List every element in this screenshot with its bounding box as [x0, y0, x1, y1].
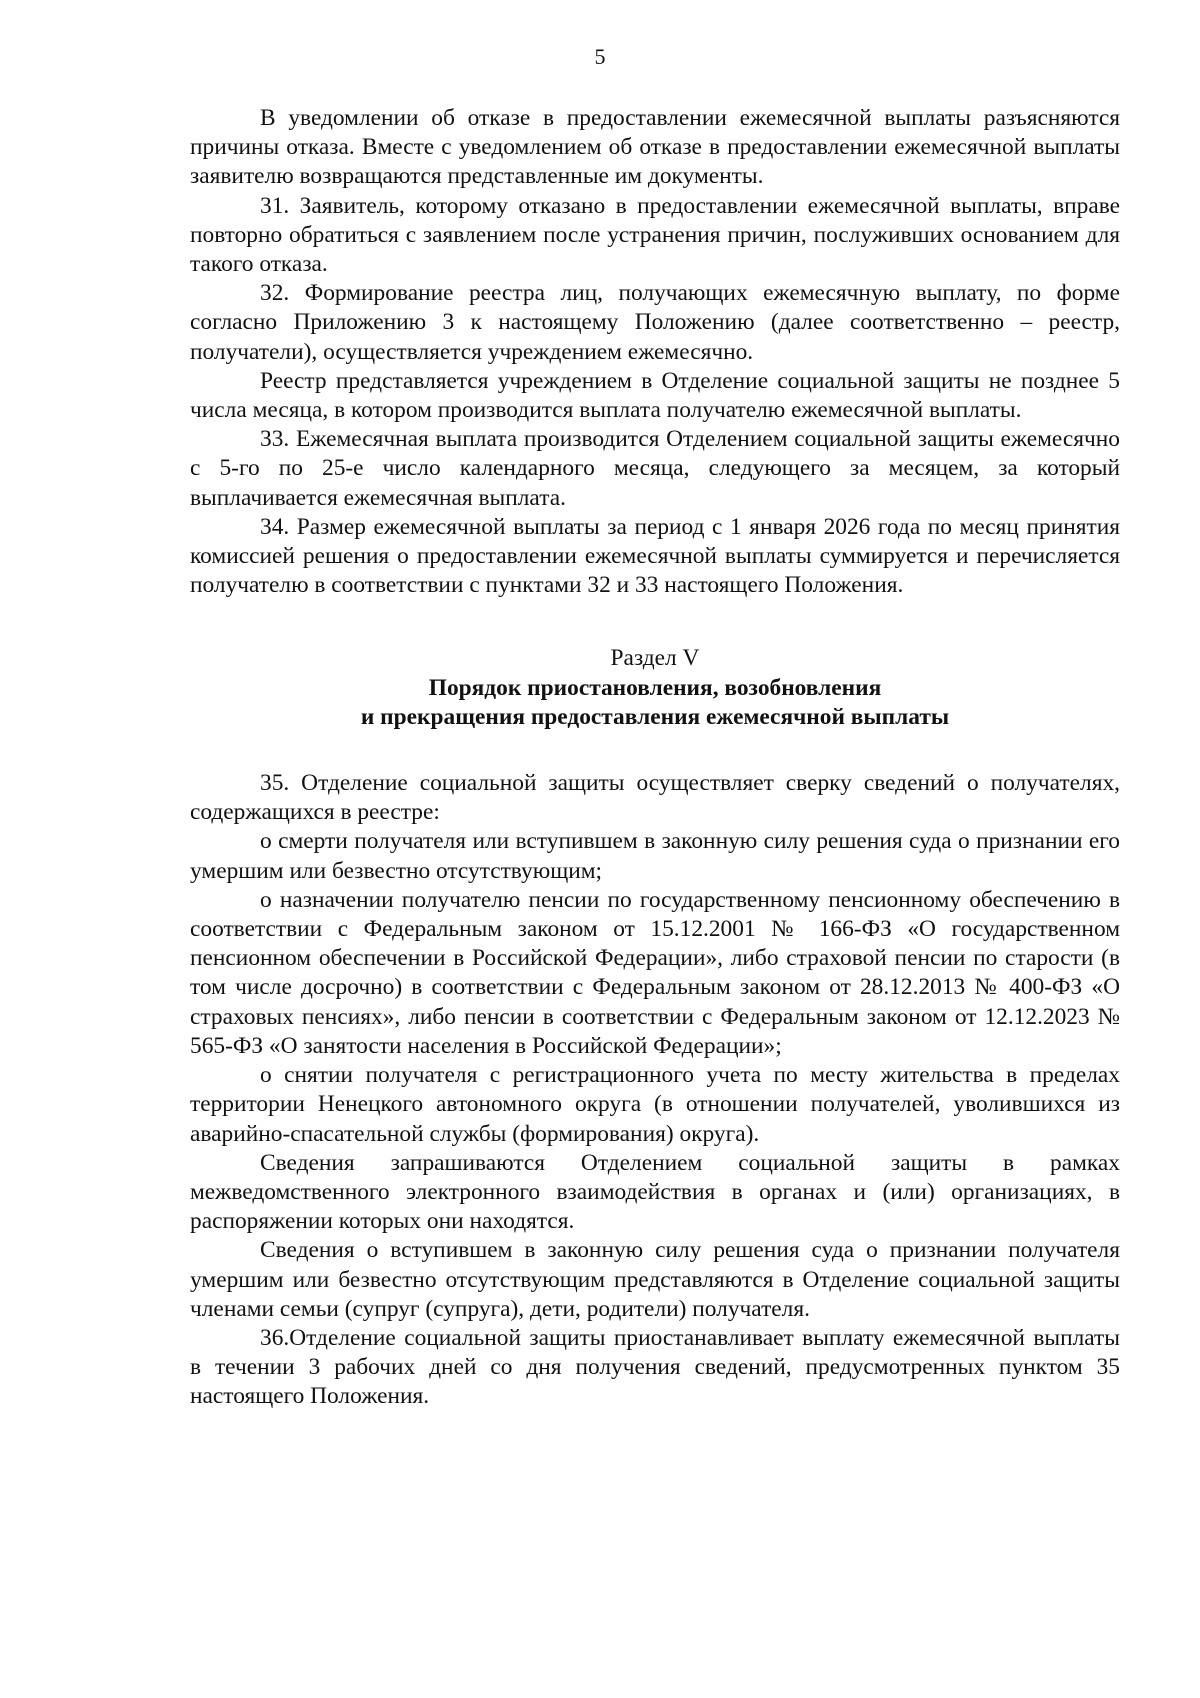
paragraph-31: 31. Заявитель, которому отказано в предоставлении ежемесячной выплаты, вправе повторно обратиться с заявлением после устранения причин, послуживших основанием для такого отказа.: [190, 192, 1120, 278]
paragraph-33: 33. Ежемесячная выплата производится Отделением социальной защиты ежемесячно с 5-го по 25-е число календарного месяца, следующего за месяцем, за который выплачивается ежемесячная выплата.: [190, 426, 1120, 511]
paragraph-court-decision: Сведения о вступившем в законную силу решения суда о признании получателя умершим или безвестно отсутствующим представляются в Отделение социальной защиты членами семьи (супруг (супруга), дети, родители) получателя.: [190, 1237, 1120, 1322]
paragraph-35: 35. Отделение социальной защиты осуществляет сверку сведений о получателях, содержащихся в реестре:: [190, 770, 1120, 826]
page-number: 5: [594, 44, 606, 69]
section-heading: [190, 644, 1120, 732]
document-body: [190, 104, 1120, 1412]
section-title-line-2: и прекращения предоставления ежемесячной выплаты: [360, 703, 950, 730]
section-label: Раздел V: [610, 645, 700, 672]
paragraph-registry-submission: Реестр представляется учреждением в Отделение социальной защиты не позднее 5 числа месяца, в котором производится выплата получателю ежемесячной выплаты.: [190, 367, 1120, 424]
paragraph-35-death: о смерти получателя или вступившем в законную силу решения суда о признании его умершим или безвестно отсутствующим;: [190, 828, 1120, 884]
paragraph-refusal-notice: В уведомлении об отказе в предоставлении ежемесячной выплаты разъясняются причины отказа. Вместе с уведомлением об отказе в предоставлении ежемесячной выплаты заявителю возвращаются представленные им документы.: [190, 105, 1120, 190]
section-title-line-1: Порядок приостановления, возобновления: [428, 674, 882, 701]
paragraph-35-deregistration: о снятии получателя с регистрационного учета по месту жительства в пределах территории Ненецкого автономного округа (в отношении получателей, уволившихся из аварийно-спасательной службы (формирования) округа).: [190, 1062, 1120, 1147]
paragraph-32: 32. Формирование реестра лиц, получающих ежемесячную выплату, по форме согласно Приложению 3 к настоящему Положению (далее соответственно – реестр, получатели), осуществляется учреждением ежемесячно.: [190, 280, 1120, 365]
paragraph-34: 34. Размер ежемесячной выплаты за период с 1 января 2026 года по месяц принятия комиссией решения о предоставлении ежемесячной выплаты суммируется и перечисляется получателю в соответствии с пунктами 32 и 33 настоящего Положения.: [190, 513, 1120, 599]
paragraph-info-request: Сведения запрашиваются Отделением социальной защиты в рамках межведомственного электронного взаимодействия в органах и (или) организациях, в распоряжении которых они находятся.: [190, 1149, 1120, 1235]
paragraph-35-pension: о назначении получателю пенсии по государственному пенсионному обеспечению в соответствии с Федеральным законом от 15.12.2001 № 166-ФЗ «О государственном пенсионном обеспечении в Российской Федерации», либо страховой пенсии по старости (в том числе досрочно) в соответствии с Федеральным законом от 28.12.2013 № 400-ФЗ «О страховых пенсиях», либо пенсии в соответствии с Федеральным законом от 12.12.2023 № 565-ФЗ «О занятости населения в Российской Федерации»;: [190, 886, 1120, 1059]
paragraph-36: 36.Отделение социальной защиты приостанавливает выплату ежемесячной выплаты в течении 3 рабочих дней со дня получения сведений, предусмотренных пунктом 35 настоящего Положения.: [190, 1324, 1120, 1410]
